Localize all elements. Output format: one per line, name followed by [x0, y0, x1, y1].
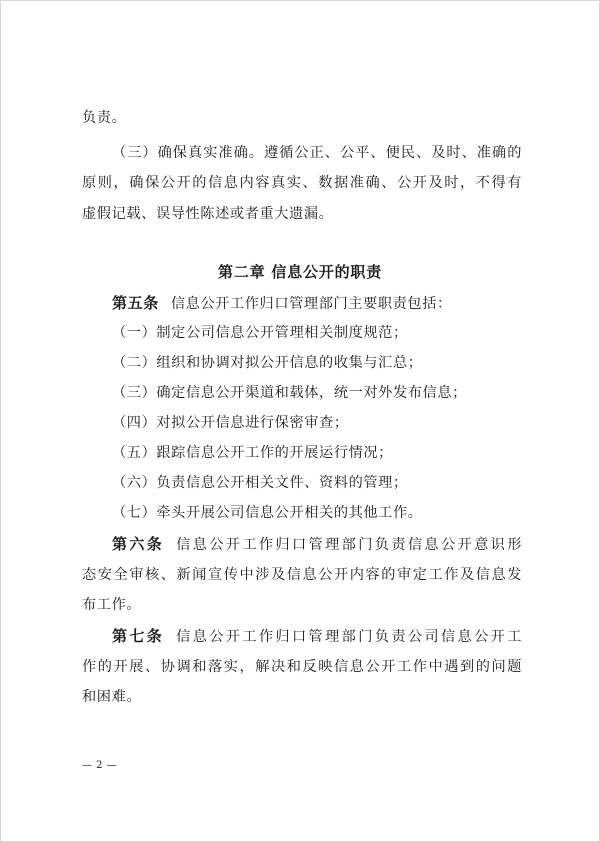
item3-line2: 原则，确保公开的信息内容真实、数据准确、公开及时，不得有	[82, 175, 522, 191]
article6-label: 第六条	[112, 535, 165, 553]
article5-text: 信息公开工作归口管理部门主要职责包括：	[170, 296, 452, 312]
article5-item1: （一）制定公司信息公开管理相关制度规范；	[112, 325, 408, 341]
article5-item7: （七）牵头开展公司信息公开相关的其他工作。	[112, 505, 423, 521]
article7-line3: 和困难。	[82, 689, 142, 705]
article6-text-line1: 信息公开工作归口管理部门负责信息公开意识形	[176, 537, 522, 553]
article5-item3: （三）确定信息公开渠道和载体，统一对外发布信息；	[112, 385, 467, 401]
article7-text-line1: 信息公开工作归口管理部门负责公司信息公开工	[176, 629, 522, 645]
page-number: — 2 —	[82, 760, 118, 771]
article5-item6: （六）负责信息公开相关文件、资料的管理；	[112, 475, 408, 491]
continuation-text: 负责。	[82, 110, 127, 126]
item3-line1: （三）确保真实准确。遵循公正、公平、便民、及时、准确的	[112, 145, 522, 161]
article6-line2: 态安全审核、新闻宣传中涉及信息公开内容的审定工作及信息发	[82, 567, 522, 583]
article5-paragraph	[112, 293, 522, 314]
article6-line3: 布工作。	[82, 597, 142, 613]
article5-label: 第五条	[112, 294, 159, 312]
article5-item2: （二）组织和协调对拟公开信息的收集与汇总；	[112, 355, 423, 371]
chapter-title: 第二章 信息公开的职责	[217, 263, 383, 281]
item3-line3: 虚假记载、误导性陈述或者重大遗漏。	[82, 206, 334, 222]
article7-line2: 作的开展、协调和落实，解决和反映信息公开工作中遇到的问题	[82, 659, 522, 675]
article6-line1	[112, 534, 522, 555]
article7-label: 第七条	[112, 627, 165, 645]
article7-line1	[112, 626, 522, 647]
article5-item5: （五）跟踪信息公开工作的开展运行情况；	[112, 445, 393, 461]
article5-item4: （四）对拟公开信息进行保密审查；	[112, 415, 349, 431]
